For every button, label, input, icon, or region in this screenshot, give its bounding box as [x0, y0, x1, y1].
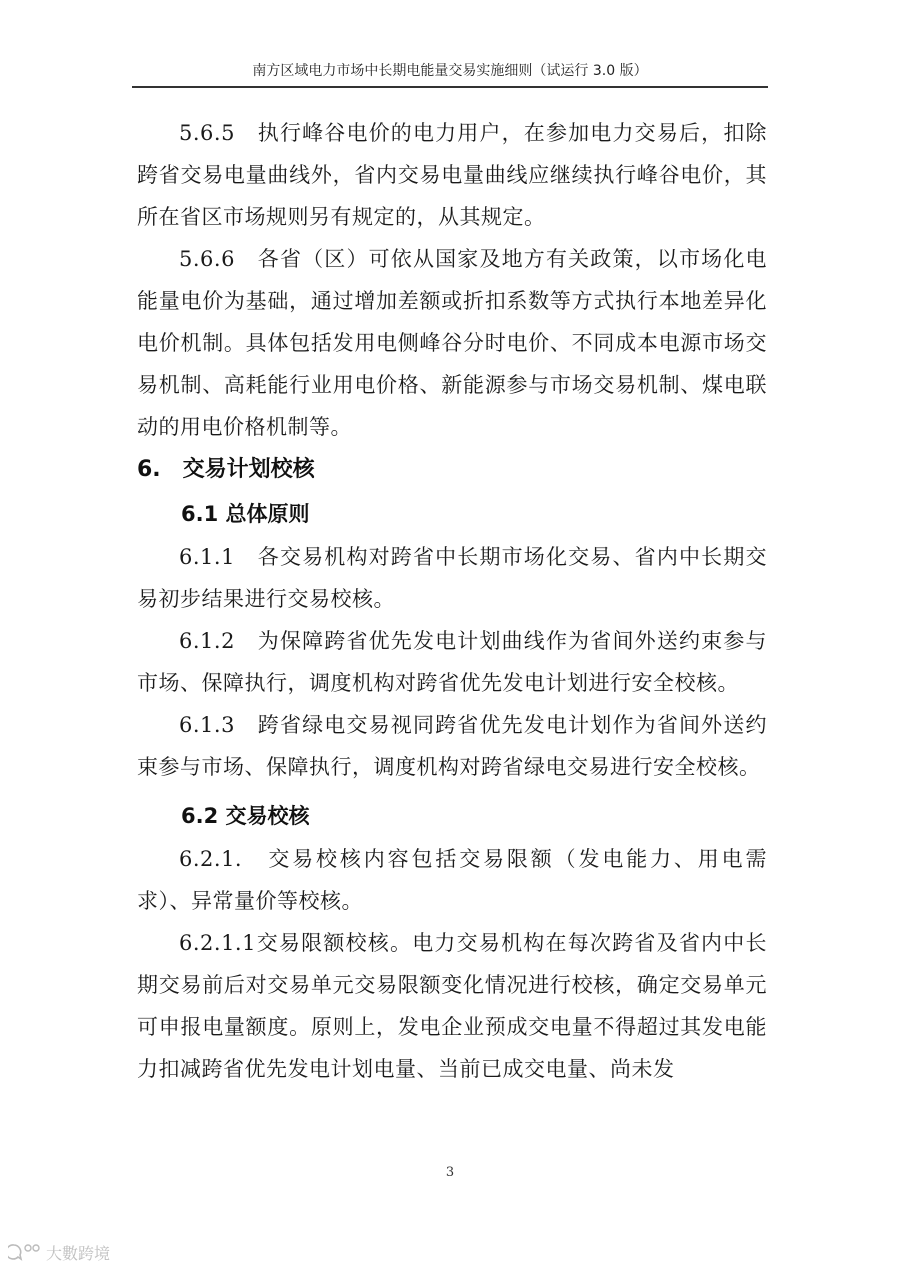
document-body	[137, 112, 767, 1090]
header-title: 南方区域电力市场中长期电能量交易实施细则（试运行 3.0 版）	[252, 63, 648, 79]
page-number-text: 3	[445, 1165, 455, 1180]
paragraph-6-1-1: 6.1.1 各交易机构对跨省中长期市场化交易、省内中长期交易初步结果进行交易校核。	[137, 545, 767, 611]
watermark	[8, 1240, 110, 1264]
chat-bubble-logo-icon	[8, 1242, 42, 1262]
paragraph-6-1-3: 6.1.3 跨省绿电交易视同跨省优先发电计划作为省间外送约束参与市场、保障执行，调度机构对跨省绿电交易进行安全校核。	[137, 713, 767, 779]
paragraph-6-2-1: 6.2.1. 交易校核内容包括交易限额（发电能力、用电需求）、异常量价等校核。	[137, 847, 767, 913]
subsection-heading-6-1: 6.1 总体原则	[181, 502, 310, 526]
section-heading-6: 6. 交易计划校核	[137, 457, 315, 482]
paragraph-5-6-6: 5.6.6 各省（区）可依从国家及地方有关政策，以市场化电能量电价为基础，通过增加差额或折扣系数等方式执行本地差异化电价机制。具体包括发用电侧峰谷分时电价、不同成本电源市场交易机制、高耗能行业用电价格、新能源参与市场交易机制、煤电联动的用电价格机制等。	[137, 247, 767, 439]
paragraph-6-1-2: 6.1.2 为保障跨省优先发电计划曲线作为省间外送约束参与市场、保障执行，调度机构对跨省优先发电计划进行安全校核。	[137, 629, 767, 695]
subsection-heading-6-2: 6.2 交易校核	[181, 804, 310, 828]
paragraph-5-6-5: 5.6.5 执行峰谷电价的电力用户，在参加电力交易后，扣除跨省交易电量曲线外，省内交易电量曲线应继续执行峰谷电价，其所在省区市场规则另有规定的，从其规定。	[137, 121, 767, 229]
page-header	[132, 60, 768, 88]
page-number	[0, 1165, 900, 1180]
paragraph-6-2-1-1: 6.2.1.1交易限额校核。电力交易机构在每次跨省及省内中长期交易前后对交易单元交易限额变化情况进行校核，确定交易单元可申报电量额度。原则上，发电企业预成交电量不得超过其发电能力扣减跨省优先发电计划电量、当前已成交电量、尚未发	[137, 931, 767, 1081]
watermark-text: 大數跨境	[46, 1243, 111, 1263]
